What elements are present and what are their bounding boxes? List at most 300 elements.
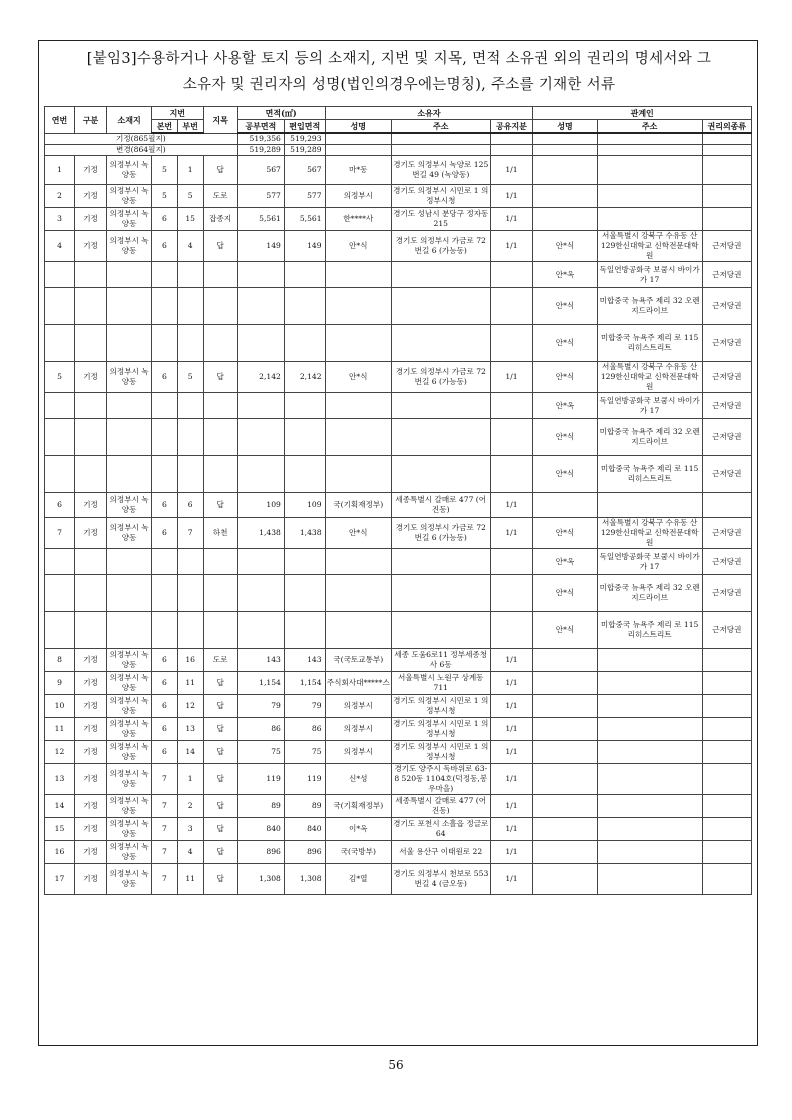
empty-cell	[597, 145, 702, 156]
row-no: 3	[45, 208, 75, 231]
row-incl-area: 149	[284, 231, 325, 262]
row-owner-address: 서울 용산구 이태원로 22	[391, 841, 490, 864]
row-public-area: 89	[237, 795, 284, 818]
row-location: 의정부시 녹양동	[107, 156, 152, 185]
empty-cell	[533, 649, 597, 672]
row-sub-no: 1	[177, 764, 203, 795]
row-sub-no: 1	[177, 156, 203, 185]
table-row	[45, 575, 752, 612]
row-owner-address: 경기도 의정부시 가금로 72번길 6 (가능동)	[391, 518, 490, 549]
empty-cell	[533, 741, 597, 764]
empty-cell	[702, 145, 751, 156]
table-row	[45, 419, 752, 456]
rel-right: 근저당권	[702, 393, 751, 419]
empty-cell	[391, 133, 490, 145]
row-owner-name: 주식회사대*****스	[325, 672, 391, 695]
empty-cell	[152, 549, 178, 575]
rel-address: 독일연방공화국 보쿰시 바이가가 17	[597, 549, 702, 575]
empty-cell	[702, 818, 751, 841]
rel-name: 안*옥	[533, 262, 597, 288]
row-sub-no: 5	[177, 362, 203, 393]
empty-cell	[152, 575, 178, 612]
empty-cell	[702, 672, 751, 695]
empty-cell	[533, 185, 597, 208]
row-location: 의정부시 녹양동	[107, 818, 152, 841]
row-public-area: 896	[237, 841, 284, 864]
row-owner-name: 이*옥	[325, 818, 391, 841]
header-rel-address: 주소	[597, 120, 702, 134]
rel-address: 미합중국 뉴욕주 제리 로 115 리히스트리트	[597, 456, 702, 493]
empty-cell	[152, 456, 178, 493]
table-body	[45, 133, 752, 895]
empty-cell	[533, 145, 597, 156]
row-share: 1/1	[490, 864, 533, 895]
empty-cell	[325, 549, 391, 575]
row-sub-no: 11	[177, 672, 203, 695]
empty-cell	[533, 493, 597, 518]
row-sub-no: 3	[177, 818, 203, 841]
header-owner-address: 주소	[391, 120, 490, 134]
row-no: 8	[45, 649, 75, 672]
row-incl-area: 5,561	[284, 208, 325, 231]
row-sub-no: 14	[177, 741, 203, 764]
empty-cell	[597, 864, 702, 895]
empty-cell	[702, 864, 751, 895]
empty-cell	[597, 718, 702, 741]
row-owner-address: 경기도 의정부시 시민로 1 의정부시청	[391, 185, 490, 208]
summary-row	[45, 145, 752, 156]
page-number: 56	[388, 1058, 404, 1072]
title-line-1: [붙임3]수용하거나 사용할 토지 등의 소재지, 지번 및 지목, 면적 소유권 외의 권리의 명세서와 그	[86, 51, 712, 67]
empty-cell	[237, 456, 284, 493]
row-incl-area: 896	[284, 841, 325, 864]
rel-name: 안*식	[533, 456, 597, 493]
row-location: 의정부시 녹양동	[107, 741, 152, 764]
empty-cell	[391, 549, 490, 575]
empty-cell	[702, 718, 751, 741]
empty-cell	[325, 145, 391, 156]
empty-cell	[490, 612, 533, 649]
row-share: 1/1	[490, 741, 533, 764]
land-register-table	[44, 106, 752, 895]
empty-cell	[45, 288, 75, 325]
empty-cell	[533, 795, 597, 818]
row-type: 기정	[74, 695, 106, 718]
empty-cell	[107, 262, 152, 288]
empty-cell	[74, 456, 106, 493]
table-row	[45, 764, 752, 795]
rel-right: 근저당권	[702, 262, 751, 288]
row-incl-area: 75	[284, 741, 325, 764]
row-sub-no: 13	[177, 718, 203, 741]
row-public-area: 143	[237, 649, 284, 672]
empty-cell	[237, 575, 284, 612]
empty-cell	[490, 262, 533, 288]
empty-cell	[45, 612, 75, 649]
row-main-no: 6	[152, 362, 178, 393]
summary-public-area: 519,356	[237, 133, 284, 145]
empty-cell	[107, 575, 152, 612]
table-row	[45, 231, 752, 262]
empty-cell	[597, 156, 702, 185]
empty-cell	[325, 288, 391, 325]
row-type: 기정	[74, 208, 106, 231]
row-owner-name: 신*성	[325, 764, 391, 795]
title-line-2: 소유자 및 권리자의 성명(법인의경우에는명칭), 주소를 기재한 서류	[182, 77, 616, 93]
row-main-no: 7	[152, 795, 178, 818]
header-related: 관계인	[533, 107, 752, 120]
row-category: 답	[203, 795, 237, 818]
row-no: 2	[45, 185, 75, 208]
rel-address: 미합중국 뉴욕주 제리 로 115 리히스트리트	[597, 325, 702, 362]
empty-cell	[325, 133, 391, 145]
row-location: 의정부시 녹양동	[107, 649, 152, 672]
row-no: 12	[45, 741, 75, 764]
row-sub-no: 16	[177, 649, 203, 672]
empty-cell	[490, 575, 533, 612]
empty-cell	[597, 133, 702, 145]
row-incl-area: 567	[284, 156, 325, 185]
rel-right: 근저당권	[702, 549, 751, 575]
empty-cell	[237, 288, 284, 325]
empty-cell	[284, 393, 325, 419]
rel-name: 안*식	[533, 288, 597, 325]
empty-cell	[284, 288, 325, 325]
header-type: 구분	[74, 107, 106, 134]
row-share: 1/1	[490, 493, 533, 518]
empty-cell	[490, 133, 533, 145]
summary-incl-area: 519,289	[284, 145, 325, 156]
row-share: 1/1	[490, 695, 533, 718]
empty-cell	[177, 393, 203, 419]
row-main-no: 6	[152, 493, 178, 518]
empty-cell	[702, 208, 751, 231]
row-incl-area: 86	[284, 718, 325, 741]
row-sub-no: 4	[177, 231, 203, 262]
rel-right: 근저당권	[702, 456, 751, 493]
row-no: 5	[45, 362, 75, 393]
row-sub-no: 11	[177, 864, 203, 895]
rel-address: 서울특별시 강북구 수유동 산129한신대학교 신학전문대학원	[597, 518, 702, 549]
row-owner-name: 의정부시	[325, 741, 391, 764]
row-category: 답	[203, 231, 237, 262]
row-main-no: 7	[152, 841, 178, 864]
empty-cell	[325, 612, 391, 649]
row-share: 1/1	[490, 231, 533, 262]
row-main-no: 6	[152, 518, 178, 549]
row-owner-address: 경기도 의정부시 시민로 1 의정부시청	[391, 718, 490, 741]
empty-cell	[391, 262, 490, 288]
empty-cell	[177, 456, 203, 493]
row-sub-no: 15	[177, 208, 203, 231]
empty-cell	[391, 288, 490, 325]
table-row	[45, 612, 752, 649]
rel-address: 서울특별시 강북구 수유동 산129한신대학교 신학전문대학원	[597, 362, 702, 393]
table-row	[45, 325, 752, 362]
row-no: 14	[45, 795, 75, 818]
row-incl-area: 109	[284, 493, 325, 518]
rel-address: 미합중국 뉴욕주 제리 32 오렌지드라이브	[597, 419, 702, 456]
rel-right: 근저당권	[702, 325, 751, 362]
empty-cell	[533, 672, 597, 695]
row-owner-address: 서울특별시 노원구 상계동 711	[391, 672, 490, 695]
row-main-no: 6	[152, 231, 178, 262]
empty-cell	[597, 841, 702, 864]
row-incl-area: 119	[284, 764, 325, 795]
row-type: 기정	[74, 649, 106, 672]
header-rel-right: 권리의종류	[702, 120, 751, 134]
row-location: 의정부시 녹양동	[107, 864, 152, 895]
empty-cell	[284, 549, 325, 575]
table-row	[45, 695, 752, 718]
row-type: 기정	[74, 764, 106, 795]
empty-cell	[107, 393, 152, 419]
row-public-area: 577	[237, 185, 284, 208]
empty-cell	[325, 575, 391, 612]
row-owner-name: 안*식	[325, 518, 391, 549]
table-row	[45, 456, 752, 493]
header-location: 소재지	[107, 107, 152, 134]
row-share: 1/1	[490, 649, 533, 672]
table-row	[45, 549, 752, 575]
row-location: 의정부시 녹양동	[107, 764, 152, 795]
row-incl-area: 840	[284, 818, 325, 841]
rel-name: 안*식	[533, 231, 597, 262]
table-row	[45, 393, 752, 419]
empty-cell	[597, 795, 702, 818]
summary-incl-area: 519,293	[284, 133, 325, 145]
row-category: 답	[203, 156, 237, 185]
table-row	[45, 672, 752, 695]
row-public-area: 86	[237, 718, 284, 741]
row-public-area: 149	[237, 231, 284, 262]
empty-cell	[152, 419, 178, 456]
header-rel-name: 성명	[533, 120, 597, 134]
rel-name: 안*식	[533, 362, 597, 393]
row-location: 의정부시 녹양동	[107, 672, 152, 695]
row-category: 답	[203, 493, 237, 518]
row-category: 답	[203, 764, 237, 795]
row-type: 기정	[74, 741, 106, 764]
empty-cell	[490, 393, 533, 419]
row-no: 6	[45, 493, 75, 518]
rel-right: 근저당권	[702, 231, 751, 262]
empty-cell	[74, 419, 106, 456]
empty-cell	[203, 288, 237, 325]
empty-cell	[284, 456, 325, 493]
table-row	[45, 362, 752, 393]
empty-cell	[533, 133, 597, 145]
row-type: 기정	[74, 493, 106, 518]
row-category: 답	[203, 695, 237, 718]
empty-cell	[203, 393, 237, 419]
row-public-area: 2,142	[237, 362, 284, 393]
row-owner-name: 의정부시	[325, 718, 391, 741]
empty-cell	[45, 456, 75, 493]
empty-cell	[177, 549, 203, 575]
empty-cell	[237, 262, 284, 288]
summary-label: 기정(865필지)	[45, 133, 238, 145]
summary-public-area: 519,289	[237, 145, 284, 156]
row-location: 의정부시 녹양동	[107, 518, 152, 549]
row-share: 1/1	[490, 362, 533, 393]
table-row	[45, 795, 752, 818]
empty-cell	[597, 493, 702, 518]
empty-cell	[74, 262, 106, 288]
empty-cell	[533, 764, 597, 795]
empty-cell	[107, 325, 152, 362]
empty-cell	[533, 156, 597, 185]
empty-cell	[152, 612, 178, 649]
row-no: 17	[45, 864, 75, 895]
rel-right: 근저당권	[702, 612, 751, 649]
empty-cell	[203, 325, 237, 362]
empty-cell	[702, 133, 751, 145]
row-owner-name: 김*열	[325, 864, 391, 895]
row-main-no: 6	[152, 672, 178, 695]
row-no: 1	[45, 156, 75, 185]
empty-cell	[74, 612, 106, 649]
empty-cell	[325, 325, 391, 362]
rel-address: 미합중국 뉴욕주 제리 로 115 리히스트리트	[597, 612, 702, 649]
row-incl-area: 577	[284, 185, 325, 208]
rel-address: 독일연방공화국 보쿰시 바이가가 17	[597, 262, 702, 288]
row-category: 답	[203, 718, 237, 741]
rel-name: 안*옥	[533, 549, 597, 575]
empty-cell	[152, 262, 178, 288]
empty-cell	[533, 695, 597, 718]
row-incl-area: 1,154	[284, 672, 325, 695]
row-incl-area: 1,308	[284, 864, 325, 895]
row-public-area: 75	[237, 741, 284, 764]
table-row	[45, 718, 752, 741]
rel-right: 근저당권	[702, 362, 751, 393]
empty-cell	[391, 393, 490, 419]
row-sub-no: 12	[177, 695, 203, 718]
empty-cell	[177, 288, 203, 325]
header-lot: 지번	[152, 107, 203, 120]
rel-name: 안*옥	[533, 393, 597, 419]
empty-cell	[107, 549, 152, 575]
header-owner-name: 성명	[325, 120, 391, 134]
rel-right: 근저당권	[702, 419, 751, 456]
table-row	[45, 185, 752, 208]
row-public-area: 1,154	[237, 672, 284, 695]
row-owner-name: 국(국토교통부)	[325, 649, 391, 672]
rel-name: 안*식	[533, 518, 597, 549]
row-owner-address: 경기도 의정부시 시민로 1 의정부시청	[391, 695, 490, 718]
row-location: 의정부시 녹양동	[107, 841, 152, 864]
empty-cell	[177, 325, 203, 362]
empty-cell	[702, 795, 751, 818]
row-share: 1/1	[490, 818, 533, 841]
row-owner-address: 세종 도움6로11 정부세종청사 6동	[391, 649, 490, 672]
empty-cell	[702, 185, 751, 208]
row-no: 9	[45, 672, 75, 695]
row-no: 4	[45, 231, 75, 262]
rel-name: 안*식	[533, 575, 597, 612]
row-owner-name: 의정부시	[325, 695, 391, 718]
empty-cell	[533, 864, 597, 895]
row-share: 1/1	[490, 185, 533, 208]
empty-cell	[597, 185, 702, 208]
empty-cell	[391, 612, 490, 649]
row-public-area: 79	[237, 695, 284, 718]
row-public-area: 119	[237, 764, 284, 795]
row-owner-name: 국(국방부)	[325, 841, 391, 864]
empty-cell	[391, 419, 490, 456]
row-category: 잡종지	[203, 208, 237, 231]
row-main-no: 5	[152, 185, 178, 208]
empty-cell	[391, 456, 490, 493]
empty-cell	[107, 456, 152, 493]
row-share: 1/1	[490, 518, 533, 549]
empty-cell	[391, 575, 490, 612]
row-share: 1/1	[490, 156, 533, 185]
table-row	[45, 818, 752, 841]
header-incl-area: 편입면적	[284, 120, 325, 134]
empty-cell	[597, 741, 702, 764]
row-owner-name: 국(기획재정부)	[325, 795, 391, 818]
row-owner-address: 경기도 의정부시 가금로 72번길 6 (가능동)	[391, 231, 490, 262]
table-row	[45, 841, 752, 864]
row-incl-area: 143	[284, 649, 325, 672]
empty-cell	[490, 325, 533, 362]
empty-cell	[177, 575, 203, 612]
empty-cell	[533, 208, 597, 231]
row-share: 1/1	[490, 672, 533, 695]
row-share: 1/1	[490, 718, 533, 741]
row-category: 하천	[203, 518, 237, 549]
rel-name: 안*식	[533, 612, 597, 649]
empty-cell	[325, 456, 391, 493]
row-share: 1/1	[490, 795, 533, 818]
row-type: 기정	[74, 818, 106, 841]
empty-cell	[74, 288, 106, 325]
row-type: 기정	[74, 362, 106, 393]
rel-name: 안*식	[533, 419, 597, 456]
row-location: 의정부시 녹양동	[107, 208, 152, 231]
row-category: 답	[203, 741, 237, 764]
row-owner-name: 안*식	[325, 231, 391, 262]
empty-cell	[533, 841, 597, 864]
row-main-no: 7	[152, 818, 178, 841]
empty-cell	[107, 288, 152, 325]
empty-cell	[203, 262, 237, 288]
table-row	[45, 864, 752, 895]
document-title	[46, 46, 752, 98]
empty-cell	[597, 208, 702, 231]
empty-cell	[702, 764, 751, 795]
empty-cell	[702, 741, 751, 764]
table-row	[45, 741, 752, 764]
empty-cell	[237, 549, 284, 575]
empty-cell	[45, 393, 75, 419]
row-owner-name: 안*식	[325, 362, 391, 393]
row-sub-no: 5	[177, 185, 203, 208]
header-no: 연번	[45, 107, 75, 134]
row-no: 15	[45, 818, 75, 841]
empty-cell	[702, 695, 751, 718]
row-owner-address: 경기도 의정부시 천보로 553번길 4 (금오동)	[391, 864, 490, 895]
row-type: 기정	[74, 795, 106, 818]
row-no: 11	[45, 718, 75, 741]
row-location: 의정부시 녹양동	[107, 493, 152, 518]
empty-cell	[74, 549, 106, 575]
empty-cell	[45, 419, 75, 456]
rel-address: 독일연방공화국 보쿰시 바이가가 17	[597, 393, 702, 419]
row-type: 기정	[74, 718, 106, 741]
